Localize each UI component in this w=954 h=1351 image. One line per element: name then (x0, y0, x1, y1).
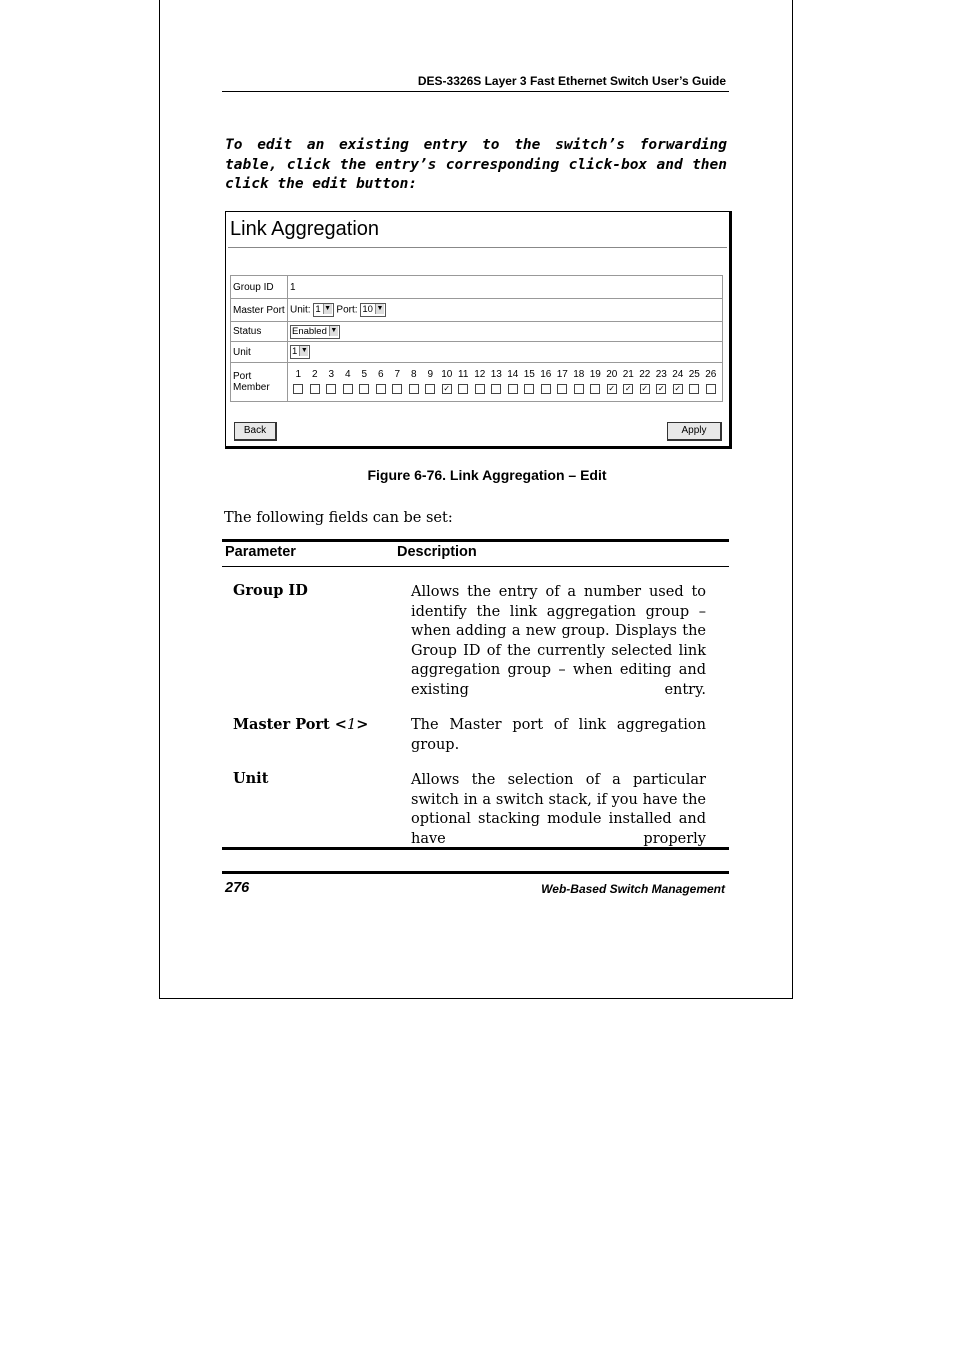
master-port-label: Master Port (231, 299, 288, 322)
port-column (488, 368, 505, 397)
port-member-checkbox[interactable]: ✓ (657, 383, 665, 393)
master-port-select[interactable] (360, 303, 386, 317)
port-number: 20 (606, 368, 618, 380)
port-column (290, 368, 307, 397)
port-number: 1 (295, 368, 302, 380)
status-cell (288, 322, 723, 342)
lead-sentence: The following fields can be set: (224, 510, 453, 526)
port-member-checkbox[interactable] (425, 384, 435, 394)
port-number: 14 (507, 368, 519, 380)
table-top-rule (222, 539, 729, 542)
port-label-line2: Member (233, 382, 270, 393)
dropdown-arrow-icon: ▼ (324, 305, 332, 312)
port-member-checkbox[interactable] (458, 384, 468, 394)
port-column (554, 368, 571, 397)
port-column (637, 368, 654, 397)
port-number: 24 (672, 368, 684, 380)
screenshot-title: Link Aggregation (230, 218, 380, 240)
port-column (307, 368, 324, 397)
port-member-checkbox[interactable] (491, 384, 501, 394)
unit-label: Unit (231, 342, 288, 363)
port-member-checkbox[interactable] (524, 384, 534, 394)
port-member-checkbox[interactable] (475, 384, 485, 394)
status-value: Enabled (292, 325, 327, 337)
port-column (340, 368, 357, 397)
port-member-checkbox[interactable] (326, 384, 336, 394)
port-number: 12 (474, 368, 486, 380)
unit-cell (288, 342, 723, 363)
port-number: 5 (361, 368, 368, 380)
port-member-list (290, 368, 720, 397)
desc-group-id: Allows the entry of a number used to identify the link aggregation group – when adding a new group. Displays the Group ID of the currently selected link aggregation group – when editing and existing entry. (411, 584, 706, 698)
port-member-checkbox[interactable]: ✓ (674, 383, 682, 393)
back-button[interactable]: Back (234, 422, 277, 441)
port-member-checkbox[interactable] (359, 384, 369, 394)
port-column (587, 368, 604, 397)
header-rule (222, 91, 729, 92)
port-number: 8 (410, 368, 417, 380)
group-id-value: 1 (288, 276, 723, 299)
port-member-checkbox[interactable] (574, 384, 584, 394)
port-label-line1: Port (233, 371, 252, 382)
port-column (620, 368, 637, 397)
port-number: 25 (688, 368, 700, 380)
group-id-label: Group ID (231, 276, 288, 299)
port-column (538, 368, 555, 397)
port-column (389, 368, 406, 397)
port-column (521, 368, 538, 397)
port-column (686, 368, 703, 397)
port-number: 11 (458, 368, 469, 380)
port-number: 7 (394, 368, 401, 380)
unit-select[interactable] (290, 345, 310, 359)
port-member-checkbox[interactable] (343, 384, 353, 394)
page-number: 276 (225, 880, 250, 896)
master-unit-select[interactable] (313, 303, 333, 317)
desc-unit: Allows the selection of a particular switch in a switch stack, if you have the optional stacking module installed and have properly (411, 772, 706, 847)
param-unit: Unit (233, 770, 269, 787)
port-column (422, 368, 439, 397)
footer-title: Web-Based Switch Management (541, 882, 725, 896)
param-master-port (233, 716, 368, 733)
master-port-port-label: Port: (336, 304, 358, 316)
port-number: 21 (622, 368, 634, 380)
port-member-checkbox[interactable]: ✓ (624, 383, 632, 393)
port-number: 15 (523, 368, 535, 380)
port-member-checkbox[interactable] (409, 384, 419, 394)
port-member-checkbox[interactable] (590, 384, 600, 394)
status-label: Status (231, 322, 288, 342)
screenshot-title-rule (228, 247, 727, 248)
port-number: 19 (589, 368, 601, 380)
param-master-port-text: Master Port <1> (233, 716, 369, 733)
port-number: 9 (427, 368, 434, 380)
port-member-checkbox[interactable] (508, 384, 518, 394)
port-member-checkbox[interactable] (310, 384, 320, 394)
dropdown-arrow-icon: ▼ (376, 305, 384, 312)
port-column (406, 368, 423, 397)
port-member-checkbox[interactable]: ✓ (443, 383, 451, 393)
footer-rule (222, 871, 729, 874)
port-member-checkbox[interactable] (706, 384, 716, 394)
port-column (703, 368, 720, 397)
port-number: 26 (705, 368, 717, 380)
master-unit-label: Unit: (290, 304, 311, 316)
port-number: 13 (490, 368, 502, 380)
port-member-cell (288, 363, 723, 402)
link-aggregation-screenshot (225, 211, 732, 449)
port-number: 6 (377, 368, 384, 380)
param-group-id: Group ID (233, 582, 308, 599)
column-header-description: Description (397, 544, 477, 560)
link-aggregation-form (230, 275, 723, 402)
port-column (604, 368, 621, 397)
column-header-parameter: Parameter (225, 544, 296, 560)
intro-paragraph: To edit an existing entry to the switch’s forwarding table, click the entry’s corresponding click-box and then click the edit button: (225, 137, 727, 192)
port-number: 17 (556, 368, 568, 380)
status-select[interactable] (290, 325, 340, 339)
port-member-checkbox[interactable] (293, 384, 303, 394)
port-number: 3 (328, 368, 335, 380)
port-number: 18 (573, 368, 585, 380)
port-number: 2 (311, 368, 318, 380)
master-port-cell (288, 299, 723, 322)
port-column (670, 368, 687, 397)
master-unit-value: 1 (315, 304, 321, 315)
port-member-checkbox[interactable] (541, 384, 551, 394)
port-column (653, 368, 670, 397)
param-master-port-default: 1 (346, 717, 357, 733)
desc-master-port: The Master port of link aggregation group. (411, 717, 706, 753)
port-member-checkbox[interactable] (557, 384, 567, 394)
port-column (323, 368, 340, 397)
port-member-checkbox[interactable] (689, 384, 699, 394)
apply-button[interactable]: Apply (667, 422, 722, 441)
port-column (373, 368, 390, 397)
port-column (439, 368, 456, 397)
port-number: 23 (655, 368, 667, 380)
master-port-value: 10 (362, 304, 373, 315)
port-member-label (231, 363, 288, 402)
port-column (505, 368, 522, 397)
table-bottom-rule (222, 847, 729, 850)
port-column (356, 368, 373, 397)
port-member-checkbox[interactable] (392, 384, 402, 394)
port-member-checkbox[interactable] (376, 384, 386, 394)
port-column (455, 368, 472, 397)
table-header-rule (222, 566, 729, 567)
port-number: 16 (540, 368, 552, 380)
figure-caption: Figure 6-76. Link Aggregation – Edit (367, 467, 607, 483)
unit-value: 1 (292, 346, 298, 357)
port-number: 10 (441, 368, 453, 380)
port-column (472, 368, 489, 397)
running-header: DES-3326S Layer 3 Fast Ethernet Switch User’s Guide (417, 74, 726, 88)
port-member-checkbox[interactable]: ✓ (608, 383, 616, 393)
dropdown-arrow-icon: ▼ (330, 326, 338, 334)
port-number: 22 (639, 368, 651, 380)
port-number: 4 (344, 368, 351, 380)
port-column (571, 368, 588, 397)
dropdown-arrow-icon: ▼ (300, 347, 308, 354)
port-member-checkbox[interactable]: ✓ (641, 383, 649, 393)
